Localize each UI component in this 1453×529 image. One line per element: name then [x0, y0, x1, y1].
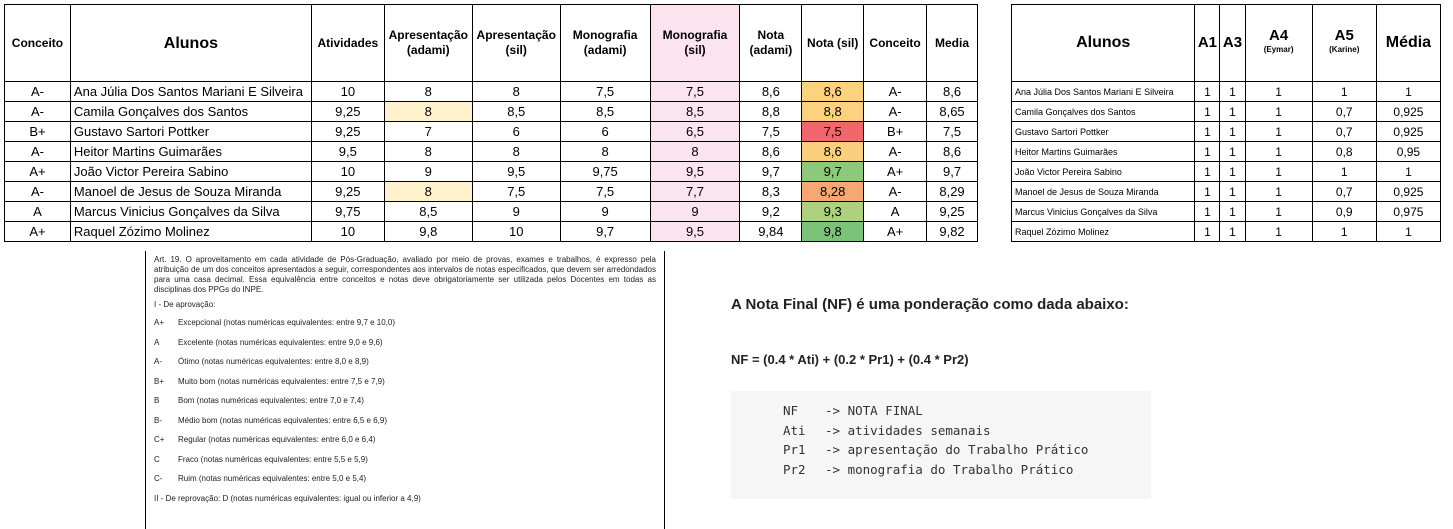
grade-description: Médio bom (notas numéricas equivalentes: entre 6,5 e 6,9) [178, 415, 388, 425]
cell-a5: 0,7 [1312, 122, 1376, 142]
grade-code: C- [154, 474, 163, 483]
cell-nota-sil: 9,8 [802, 222, 864, 242]
formula-title: A Nota Final (NF) é uma ponderação como dada abaixo: [731, 296, 1129, 313]
table-row [5, 182, 978, 202]
cell-mono-adami: 9,7 [560, 222, 650, 242]
grade-description: Ruim (notas numéricas equivalentes: entre 5,0 e 5,4) [178, 474, 367, 483]
cell-a5: 1 [1312, 82, 1376, 102]
table-row [1012, 102, 1441, 122]
table-row [1012, 122, 1441, 142]
cell-mono-sil: 9,5 [650, 222, 740, 242]
cell-mono-sil: 9,5 [650, 162, 740, 182]
cell-apres-adami: 9,8 [384, 222, 472, 242]
cell-nota-adami: 8,6 [740, 142, 802, 162]
header-a3: A3 [1220, 5, 1245, 82]
grade-scale-item [154, 416, 656, 426]
cell-a1: 1 [1195, 222, 1220, 242]
legend-row [783, 423, 1151, 443]
header-media: Media [927, 5, 978, 82]
table-row [5, 202, 978, 222]
grade-description: Excelente (notas numéricas equivalentes: entre 9,0 e 9,6) [178, 337, 383, 347]
cell-media: 9,25 [927, 202, 978, 222]
cell-conceito2: A [864, 202, 927, 222]
cell-media: 7,5 [927, 122, 978, 142]
cell-aluno: Manoel de Jesus de Souza Miranda [1012, 182, 1195, 202]
cell-mono-adami: 8,5 [560, 102, 650, 122]
grade-code: B- [154, 415, 162, 425]
cell-a1: 1 [1195, 202, 1220, 222]
table-row [1012, 222, 1441, 242]
weights-header-row [1012, 5, 1441, 82]
cell-apres-sil: 8 [472, 142, 560, 162]
cell-conceito2: A- [864, 142, 927, 162]
cell-conceito: A- [5, 142, 71, 162]
cell-a3: 1 [1220, 142, 1245, 162]
cell-aluno: João Victor Pereira Sabino [70, 162, 311, 182]
cell-a1: 1 [1195, 102, 1220, 122]
reprovacao-line: II - De reprovação: D (notas numéricas equivalentes: igual ou inferior a 4,9) [154, 493, 421, 503]
cell-conceito2: A- [864, 82, 927, 102]
cell-nota-adami: 9,84 [740, 222, 802, 242]
grade-code: C [154, 454, 160, 464]
header-a4-sub: (Eymar) [1263, 45, 1294, 54]
header-apresentacao-adami: Apresentação (adami) [384, 5, 472, 82]
cell-atividades: 10 [311, 162, 384, 182]
header-conceito-final: Conceito [864, 5, 927, 82]
cell-nota-sil: 8,6 [802, 142, 864, 162]
grade-code: A- [154, 357, 162, 366]
table-row [5, 82, 978, 102]
cell-media: 8,65 [927, 102, 978, 122]
legend-row [783, 403, 1151, 423]
header-a5: A5 (Karine) [1312, 5, 1376, 82]
cell-aluno: Raquel Zózimo Molinez [70, 222, 311, 242]
header-atividades: Atividades [311, 5, 384, 82]
table-row [1012, 142, 1441, 162]
cell-mono-adami: 7,5 [560, 182, 650, 202]
header-alunos: Alunos [70, 5, 311, 82]
cell-atividades: 9,25 [311, 122, 384, 142]
grade-scale-item [154, 455, 656, 465]
cell-nota-sil: 9,3 [802, 202, 864, 222]
header-a5-sub: (Karine) [1329, 45, 1360, 54]
table-row [5, 122, 978, 142]
grade-scale-item [154, 357, 656, 367]
legend-abbr: NF [783, 403, 799, 418]
cell-apres-adami: 8 [384, 182, 472, 202]
cell-conceito2: A- [864, 182, 927, 202]
header-apresentacao-sil: Apresentação (sil) [472, 5, 560, 82]
header-monografia-sil: Monografia (sil) [650, 5, 740, 82]
cell-conceito2: B+ [864, 122, 927, 142]
table-row [1012, 162, 1441, 182]
cell-nota-adami: 8,6 [740, 82, 802, 102]
cell-aluno: Marcus Vinicius Gonçalves da Silva [70, 202, 311, 222]
cell-apres-sil: 8 [472, 82, 560, 102]
cell-apres-adami: 8,5 [384, 202, 472, 222]
cell-nota-adami: 8,8 [740, 102, 802, 122]
cell-a4: 1 [1245, 142, 1312, 162]
header-nota-adami: Nota (adami) [740, 5, 802, 82]
grade-code: B+ [154, 376, 165, 386]
cell-a5: 1 [1312, 222, 1376, 242]
regulation-intro: Art. 19. O aproveitamento em cada atividade de Pós-Graduação, avaliado por meio de provas, exames e trabalhos, é expresso pela atribuição de um dos conceitos apresentados a seguir, correspondentes aos intervalos de notas especificados, que devem ser arredondados para uma casa decimal. Essa equivalência entre conceitos e notas deve obrigatoriamente ser utilizada pelos Docentes em todas as disciplinas dos PPGs do INPE. [154, 255, 656, 294]
cell-a5: 0,8 [1312, 142, 1376, 162]
cell-a4: 1 [1245, 182, 1312, 202]
weights-table [1011, 4, 1441, 242]
cell-atividades: 9,25 [311, 102, 384, 122]
cell-a5: 0,9 [1312, 202, 1376, 222]
grades-header-row [5, 5, 978, 82]
cell-aluno: Heitor Martins Guimarães [1012, 142, 1195, 162]
grade-scale-item [154, 318, 656, 328]
cell-apres-adami: 7 [384, 122, 472, 142]
grade-scale-item [154, 396, 656, 406]
legend-meaning: -> NOTA FINAL [825, 403, 923, 418]
cell-conceito2: A+ [864, 222, 927, 242]
cell-mono-sil: 8,5 [650, 102, 740, 122]
formula-legend [731, 391, 1151, 499]
cell-media: 0,925 [1376, 182, 1440, 202]
cell-mono-sil: 7,7 [650, 182, 740, 202]
header-a4: A4 (Eymar) [1245, 5, 1312, 82]
cell-a3: 1 [1220, 82, 1245, 102]
cell-a5: 0,7 [1312, 102, 1376, 122]
cell-conceito: A- [5, 182, 71, 202]
header-nota-sil: Nota (sil) [802, 5, 864, 82]
cell-nota-sil: 8,8 [802, 102, 864, 122]
cell-a4: 1 [1245, 162, 1312, 182]
table-row [5, 102, 978, 122]
cell-nota-sil: 9,7 [802, 162, 864, 182]
legend-abbr: Ati [783, 422, 806, 438]
legend-meaning: -> apresentação do Trabalho Prático [825, 442, 1089, 457]
cell-nota-adami: 7,5 [740, 122, 802, 142]
grade-scale-item [154, 377, 656, 387]
cell-a4: 1 [1245, 82, 1312, 102]
cell-a1: 1 [1195, 122, 1220, 142]
cell-aluno: João Victor Pereira Sabino [1012, 162, 1195, 182]
cell-mono-adami: 9 [560, 202, 650, 222]
cell-media: 0,95 [1376, 142, 1440, 162]
grade-description: Regular (notas numéricas equivalentes: entre 6,0 e 6,4) [178, 435, 376, 444]
cell-a3: 1 [1220, 102, 1245, 122]
cell-a3: 1 [1220, 162, 1245, 182]
cell-aluno: Marcus Vinicius Gonçalves da Silva [1012, 202, 1195, 222]
cell-media: 1 [1376, 82, 1440, 102]
table-row [1012, 82, 1441, 102]
cell-conceito2: A+ [864, 162, 927, 182]
cell-aluno: Manoel de Jesus de Souza Miranda [70, 182, 311, 202]
cell-conceito: B+ [5, 122, 71, 142]
legend-abbr: Pr1 [783, 442, 806, 457]
cell-atividades: 9,25 [311, 182, 384, 202]
cell-nota-adami: 9,2 [740, 202, 802, 222]
grade-code: A+ [154, 318, 165, 327]
cell-atividades: 9,75 [311, 202, 384, 222]
cell-mono-sil: 9 [650, 202, 740, 222]
grade-scale-item [154, 435, 656, 445]
legend-row [783, 462, 1151, 482]
header-monografia-adami: Monografia (adami) [560, 5, 650, 82]
grade-description: Ótimo (notas numéricas equivalentes: entre 8,0 e 8,9) [178, 357, 369, 366]
cell-aluno: Ana Júlia Dos Santos Mariani E Silveira [70, 82, 311, 102]
cell-aluno: Raquel Zózimo Molinez [1012, 222, 1195, 242]
cell-apres-sil: 9 [472, 202, 560, 222]
cell-media: 9,82 [927, 222, 978, 242]
header-a1: A1 [1195, 5, 1220, 82]
table-row [5, 162, 978, 182]
legend-row [783, 442, 1151, 462]
cell-conceito: A [5, 202, 71, 222]
cell-a1: 1 [1195, 82, 1220, 102]
cell-apres-adami: 8 [384, 82, 472, 102]
grade-code: B [154, 396, 160, 405]
cell-apres-adami: 8 [384, 142, 472, 162]
table-row [1012, 182, 1441, 202]
cell-a1: 1 [1195, 182, 1220, 202]
cell-apres-sil: 7,5 [472, 182, 560, 202]
cell-mono-adami: 7,5 [560, 82, 650, 102]
table-row [1012, 202, 1441, 222]
cell-conceito: A- [5, 102, 71, 122]
cell-a4: 1 [1245, 122, 1312, 142]
cell-conceito: A+ [5, 222, 71, 242]
cell-a4: 1 [1245, 102, 1312, 122]
header-alunos: Alunos [1012, 5, 1195, 82]
cell-media: 1 [1376, 162, 1440, 182]
cell-nota-adami: 8,3 [740, 182, 802, 202]
grade-code: C+ [154, 435, 165, 444]
cell-apres-adami: 8 [384, 102, 472, 122]
cell-nota-sil: 7,5 [802, 122, 864, 142]
legend-meaning: -> atividades semanais [825, 422, 991, 438]
cell-media: 8,6 [927, 82, 978, 102]
cell-apres-sil: 9,5 [472, 162, 560, 182]
cell-a3: 1 [1220, 222, 1245, 242]
grade-code: A [154, 337, 160, 347]
cell-a3: 1 [1220, 122, 1245, 142]
grade-description: Muito bom (notas numéricas equivalentes: entre 7,5 e 7,9) [178, 376, 385, 386]
cell-mono-sil: 7,5 [650, 82, 740, 102]
cell-nota-sil: 8,28 [802, 182, 864, 202]
cell-media: 8,29 [927, 182, 978, 202]
cell-a5: 1 [1312, 162, 1376, 182]
header-media: Média [1376, 5, 1440, 82]
cell-a5: 0,7 [1312, 182, 1376, 202]
cell-media: 9,7 [927, 162, 978, 182]
cell-nota-adami: 9,7 [740, 162, 802, 182]
cell-a3: 1 [1220, 182, 1245, 202]
cell-apres-sil: 10 [472, 222, 560, 242]
cell-media: 1 [1376, 222, 1440, 242]
legend-abbr: Pr2 [783, 461, 806, 477]
cell-apres-sil: 6 [472, 122, 560, 142]
grade-description: Fraco (notas numéricas equivalentes: entre 5,5 e 5,9) [178, 454, 368, 464]
cell-conceito: A- [5, 82, 71, 102]
cell-apres-sil: 8,5 [472, 102, 560, 122]
cell-a1: 1 [1195, 162, 1220, 182]
cell-a4: 1 [1245, 202, 1312, 222]
cell-aluno: Camila Gonçalves dos Santos [1012, 102, 1195, 122]
cell-mono-sil: 6,5 [650, 122, 740, 142]
cell-media: 0,975 [1376, 202, 1440, 222]
table-row [5, 142, 978, 162]
cell-aluno: Gustavo Sartori Pottker [70, 122, 311, 142]
cell-mono-sil: 8 [650, 142, 740, 162]
cell-media: 0,925 [1376, 122, 1440, 142]
cell-atividades: 9,5 [311, 142, 384, 162]
cell-conceito2: A- [864, 102, 927, 122]
cell-mono-adami: 6 [560, 122, 650, 142]
cell-atividades: 10 [311, 222, 384, 242]
header-conceito: Conceito [5, 5, 71, 82]
grade-description: Excepcional (notas numéricas equivalentes: entre 9,7 e 10,0) [178, 318, 396, 327]
cell-a1: 1 [1195, 142, 1220, 162]
grade-scale-item [154, 338, 656, 348]
grade-scale-list [154, 318, 656, 484]
cell-aluno: Ana Júlia Dos Santos Mariani E Silveira [1012, 82, 1195, 102]
regulation-excerpt [145, 251, 665, 529]
cell-nota-sil: 8,6 [802, 82, 864, 102]
cell-a3: 1 [1220, 202, 1245, 222]
cell-apres-adami: 9 [384, 162, 472, 182]
cell-aluno: Heitor Martins Guimarães [70, 142, 311, 162]
grades-table [4, 4, 978, 242]
table-row [5, 222, 978, 242]
approval-heading: I - De aprovação: [154, 300, 216, 309]
legend-meaning: -> monografia do Trabalho Prático [825, 461, 1074, 477]
grade-scale-item [154, 474, 656, 484]
cell-conceito: A+ [5, 162, 71, 182]
grade-description: Bom (notas numéricas equivalentes: entre 7,0 e 7,4) [178, 396, 364, 405]
cell-atividades: 10 [311, 82, 384, 102]
formula: NF = (0.4 * Ati) + (0.2 * Pr1) + (0.4 * Pr2) [731, 352, 969, 367]
cell-aluno: Gustavo Sartori Pottker [1012, 122, 1195, 142]
cell-mono-adami: 9,75 [560, 162, 650, 182]
cell-mono-adami: 8 [560, 142, 650, 162]
cell-media: 8,6 [927, 142, 978, 162]
cell-media: 0,925 [1376, 102, 1440, 122]
cell-a4: 1 [1245, 222, 1312, 242]
cell-aluno: Camila Gonçalves dos Santos [70, 102, 311, 122]
